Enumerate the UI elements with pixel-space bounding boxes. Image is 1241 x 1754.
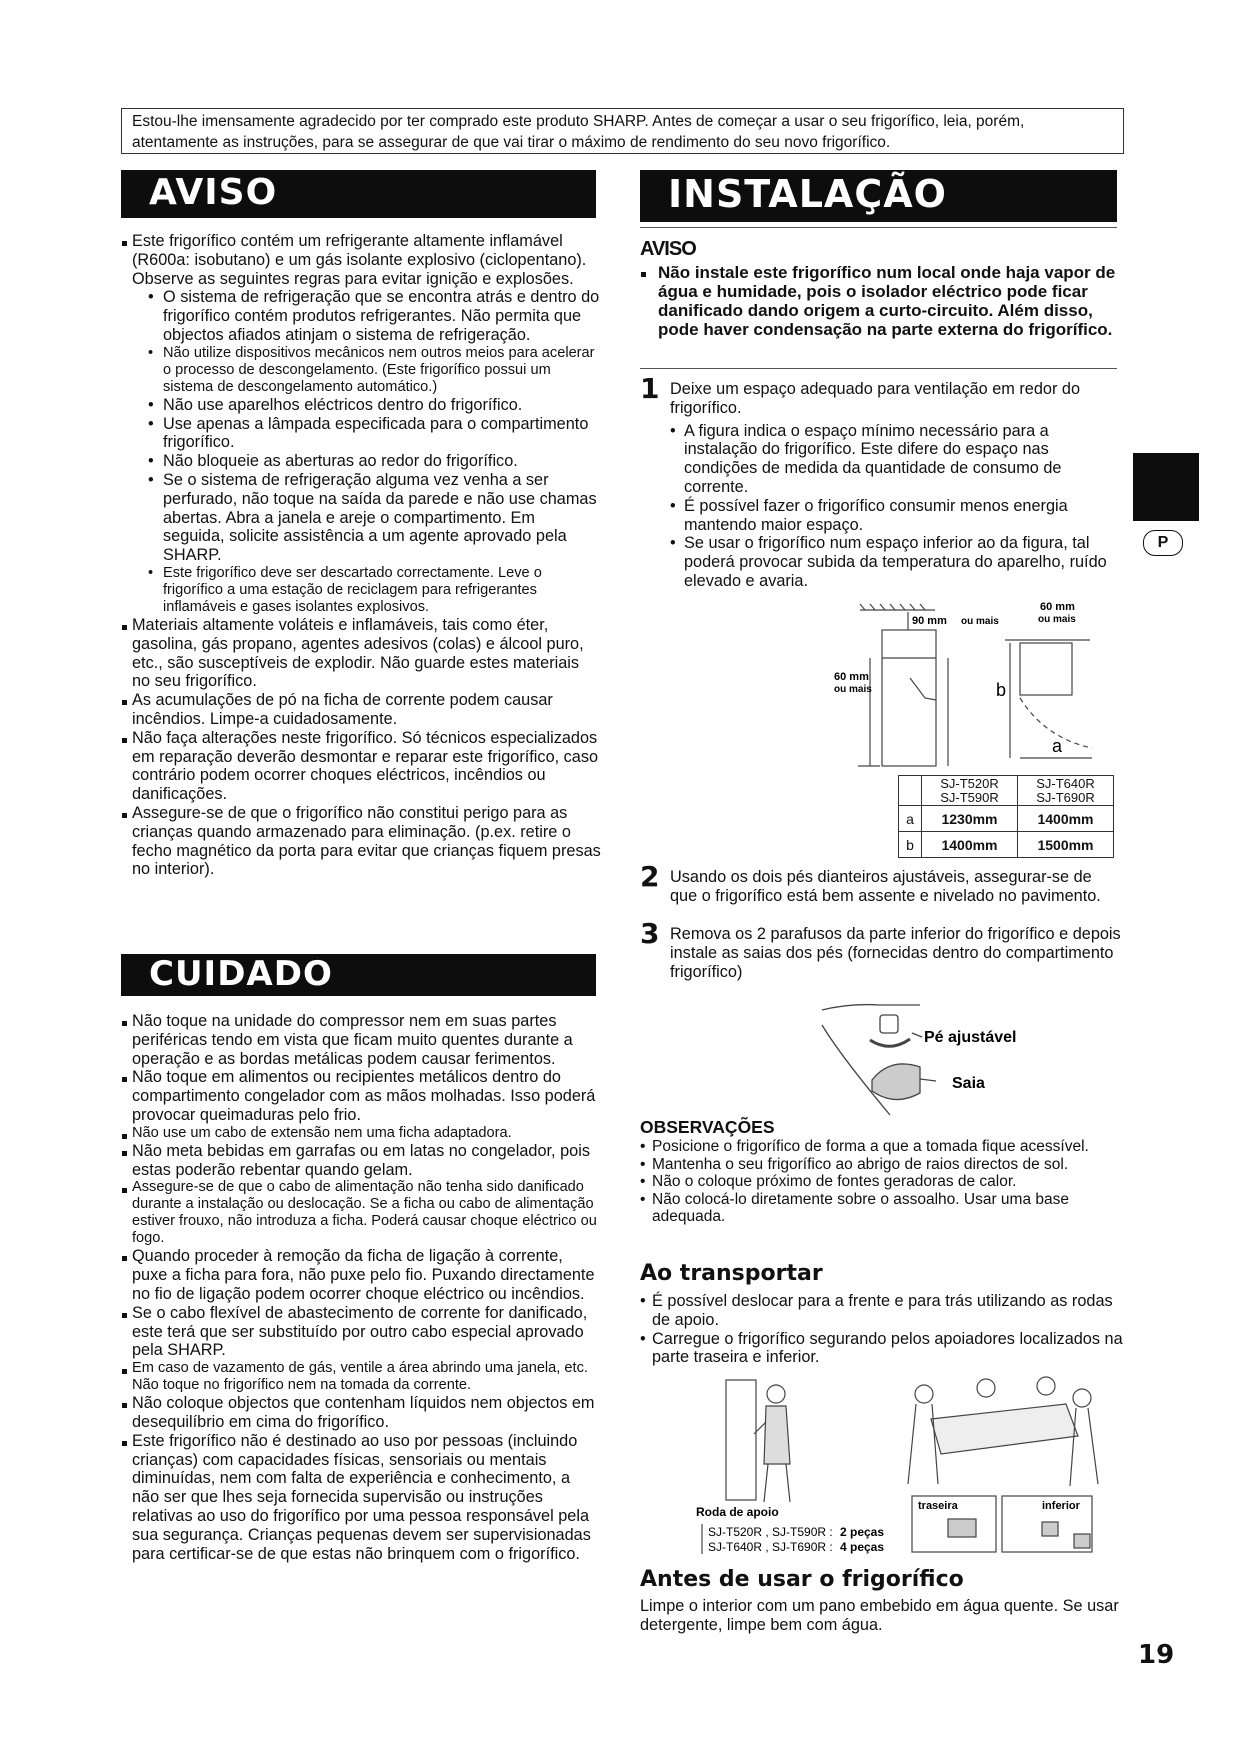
table-cell: 1400mm [1018,806,1114,832]
language-tab-marker [1133,453,1199,521]
cuidado-paragraph: Quando proceder à remoção da ficha de ligação à corrente, puxe a ficha para fora, não puxe pelo fio. Puxando directamente no fio de ligação podem ocorrer choque eléctrico ou incêndios. [121,1247,601,1303]
aviso-paragraph: Este frigorífico contém um refrigerante altamente inflamável (R600a: isobutano) e um gás isolante explosivo (ciclopentano). Observe as seguintes regras para evitar ignição e explosões. [121,232,601,288]
step-text: Remova os 2 parafusos da parte inferior do frigorífico e depois instale as saias dos pés (fornecidas dentro do compartimento frigorífico) [670,925,1121,981]
dimension-table [898,775,1114,858]
aviso-subitem: • Não utilize dispositivos mecânicos nem outros meios para acelerar o processo de descongelamento. (Este frigorífico possui um sistema de descongelamento automático.) [140,345,601,396]
aviso-subitem: • Use apenas a lâmpada especificada para o compartimento frigorífico. [140,415,601,453]
cuidado-paragraph: Não coloque objectos que contenham líquidos nem objectos em desequilíbrio em cima do frigorífico. [121,1394,601,1432]
transport-qty-2: 4 peças [840,1540,885,1554]
table-cell: 1400mm [922,832,1018,858]
table-row-label: a [899,806,922,832]
cuidado-banner: CUIDADO [121,954,596,996]
antes-text: Limpe o interior com um pano embebido em água quente. Se usar detergente, limpe bem com água. [640,1597,1119,1634]
step-bullet: • A figura indica o espaço mínimo necessário para a instalação do frigorífico. Este difere do espaço nas condições de medida da quantidade de consumo de corrente. [670,422,1122,497]
cuidado-paragraph: Não toque na unidade do compressor nem em suas partes periféricas tendo em vista que ficam muito quentes durante a operação e as bordas metálicas podem causar ferimentos. [121,1012,601,1068]
aviso-paragraph: Materiais altamente voláteis e inflamáveis, tais como éter, gasolina, gás propano, agentes adesivos (colas) e álcool puro, etc., são susceptíveis de explodir. Não guarde estes materiais no seu frigorífico. [121,616,601,691]
cuidado-paragraph: Em caso de vazamento de gás, ventile a área abrindo uma janela, etc. Não toque no frigorífico nem na tomada da corrente. [121,1360,601,1394]
table-cell: 1500mm [1018,832,1114,858]
aviso-paragraph: As acumulações de pó na ficha de corrente podem causar incêndios. Limpe-a cuidadosamente. [121,691,601,729]
transportar-item: • É possível deslocar para a frente e para trás utilizando as rodas de apoio. [640,1292,1130,1330]
feet-diagram [810,995,1040,1120]
aviso-subitem: • O sistema de refrigeração que se encontra atrás e dentro do frigorífico contém produtos refrigerantes. Não permita que objectos afiados atinjam o sistema de refrigeração. [140,288,601,344]
observacoes-heading: OBSERVAÇÕES [640,1117,775,1137]
cuidado-section [121,1012,601,1563]
pe-ajustavel-label: Pé ajustável [924,1029,1017,1046]
aviso-subitem: • Não bloqueie as aberturas ao redor do frigorífico. [140,452,601,471]
table-corner [899,776,922,806]
step-number: 1 [640,372,660,405]
aviso-section [121,232,601,879]
inferior-label: inferior [1042,1500,1080,1512]
label-b: b [996,680,1007,700]
right-gap-suffix: ou mais [1038,614,1076,625]
aviso-paragraph: Assegure-se de que o frigorífico não constitui perigo para as crianças quando armazenado para eliminação. (p.ex. retire o fecho magnético da porta para evitar que crianças fiquem presas no interior). [121,804,601,879]
observacao-item: • Não colocá-lo diretamente sobre o assoalho. Usar uma base adequada. [640,1191,1130,1226]
roda-apoio-label: Roda de apoio [696,1505,779,1519]
cuidado-paragraph: Não toque em alimentos ou recipientes metálicos dentro do compartimento congelador com as mãos molhadas. Isso poderá provocar queimaduras pelo frio. [121,1068,601,1124]
observacoes-list [640,1138,1130,1226]
traseira-label: traseira [918,1500,958,1512]
instalacao-aviso-paragraph: Não instale este frigorífico num local onde haja vapor de água e humidade, pois o isolador eléctrico pode ficar danificado dando origem a curto-circuito. Além disso, pode haver condensação na parte externa do frigorífico. [640,263,1120,339]
table-row-label: b [899,832,922,858]
antes-heading: Antes de usar o frigorífico [640,1567,964,1592]
clearance-diagram [830,598,1120,773]
cuidado-paragraph: Não use um cabo de extensão nem uma ficha adaptadora. [121,1125,601,1142]
aviso-subitem: • Se o sistema de refrigeração alguma vez venha a ser perfurado, não toque na saída da parede e não use chamas abertas. Abra a janela e areje o compartimento. Em seguida, solicite assistência a um agente aprovado pela SHARP. [140,471,601,565]
cuidado-paragraph: Não meta bebidas em garrafas ou em latas no congelador, pois estas poderão rebentar quando gelam. [121,1142,601,1180]
transportar-item: • Carregue o frigorífico segurando pelos apoiadores localizados na parte traseira e inferior. [640,1330,1130,1368]
instalacao-aviso-text [640,263,1120,339]
table-header: SJ-T640R SJ-T690R [1018,776,1114,806]
aviso-subitem: • Este frigorífico deve ser descartado correctamente. Leve o frigorífico a uma estação de reciclagem para refrigerantes inflamáveis e gases isolantes explosivos. [140,565,601,616]
step-1 [640,372,1122,591]
aviso-paragraph: Não faça alterações neste frigorífico. Só técnicos especializados em reparação deverão desmontar e reparar este frigorífico, caso contrário podem ocorrer choques eléctricos, incêndios ou danificações. [121,729,601,804]
transport-illustration [686,1374,1126,1554]
aviso-subitem: • Não use aparelhos eléctricos dentro do frigorífico. [140,396,601,415]
transportar-list [640,1292,1130,1367]
observacao-item: • Posicione o frigorífico de forma a que a tomada fique acessível. [640,1138,1130,1156]
step-bullet: • É possível fazer o frigorífico consumir menos energia mantendo maior espaço. [670,497,1122,535]
step-text: Deixe um espaço adequado para ventilação em redor do frigorífico. [670,380,1081,417]
step-number: 3 [640,917,660,950]
cuidado-paragraph: Se o cabo flexível de abastecimento de corrente for danificado, este terá que ser substituído por outro cabo especial aprovado pela SHARP. [121,1304,601,1360]
transport-qty-1: 2 peças [840,1525,885,1539]
top-gap-suffix: ou mais [961,616,999,627]
aviso-banner: AVISO [121,170,596,218]
page-number: 19 [1138,1640,1175,1670]
observacao-item: • Mantenha o seu frigorífico ao abrigo de raios directos de sol. [640,1156,1130,1174]
table-header: SJ-T520R SJ-T590R [922,776,1018,806]
transport-models-1: SJ-T520R , SJ-T590R : [708,1525,833,1539]
table-cell: 1230mm [922,806,1018,832]
instalacao-aviso-heading: AVISO [640,238,696,260]
intro-box: Estou-lhe imensamente agradecido por ter comprado este produto SHARP. Antes de começar a usar o seu frigorífico, leia, porém, atentamente as instruções, para se assegurar de que vai tirar o máximo de rendimento do seu novo frigorífico. [121,108,1124,154]
saia-label: Saia [952,1075,985,1092]
top-gap-label: 90 mm [912,615,947,627]
cuidado-paragraph: Este frigorífico não é destinado ao uso por pessoas (incluindo crianças) com capacidades físicas, sensoriais ou mentais diminuídas, nem com falta de experiência e conhecimento, a não ser que lhes seja fornecida supervisão ou instruções relativas ao uso do frigorífico por uma pessoa responsável pela sua segurança. Crianças pequenas devem ser supervisionadas para certificar-se de que estas não brinquem com o frigorífico. [121,1432,601,1564]
step-2 [640,860,1122,906]
step-number: 2 [640,860,660,893]
side-gap-suffix: ou mais [834,684,872,695]
side-gap-label: 60 mm [834,671,869,683]
label-a: a [1052,736,1063,756]
transportar-heading: Ao transportar [640,1261,823,1286]
divider [640,368,1117,369]
cuidado-paragraph: Assegure-se de que o cabo de alimentação não tenha sido danificado durante a instalação ou deslocação. Se a ficha ou cabo de alimentação estiver frouxo, não introduza a ficha. Poderá causar choque eléctrico ou fogo. [121,1179,601,1247]
language-tab-label: P [1143,530,1183,556]
instalacao-banner: INSTALAÇÃO [640,170,1117,222]
transport-models-2: SJ-T640R , SJ-T690R : [708,1540,833,1554]
step-bullet: • Se usar o frigorífico num espaço inferior ao da figura, tal poderá provocar subida da temperatura do aparelho, ruído elevado e avaria. [670,534,1122,590]
step-3 [640,917,1122,981]
divider [640,227,1117,228]
step-text: Usando os dois pés dianteiros ajustáveis, assegurar-se de que o frigorífico está bem assente e nivelado no pavimento. [670,868,1101,905]
right-gap-label: 60 mm [1040,601,1075,613]
observacao-item: • Não o coloque próximo de fontes geradoras de calor. [640,1173,1130,1191]
